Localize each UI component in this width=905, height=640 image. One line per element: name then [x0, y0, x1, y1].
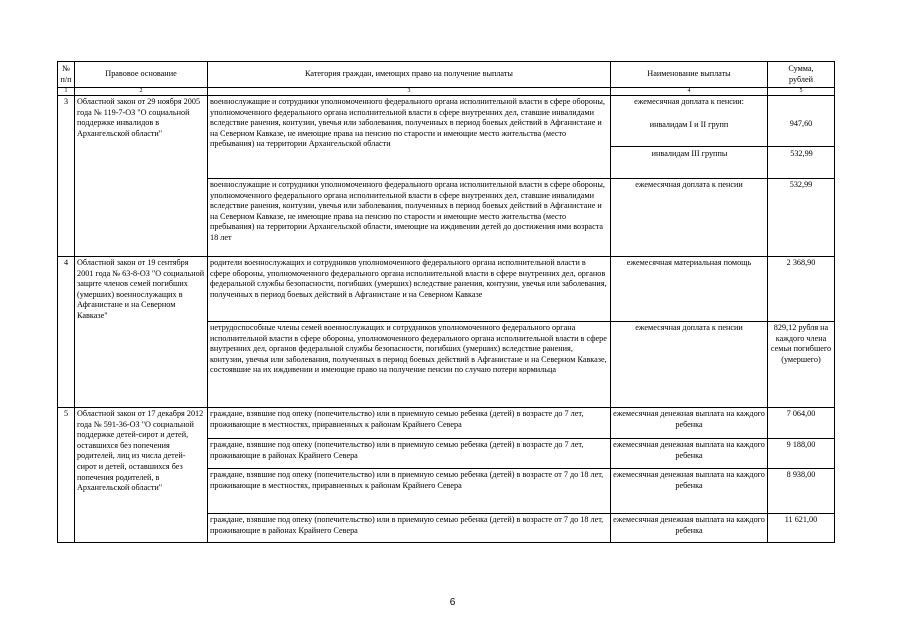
table-row — [58, 257, 835, 322]
payment-name: ежемесячная денежная выплата на каждого ребенка — [611, 469, 768, 514]
row-number: 5 — [58, 408, 75, 543]
header-category: Категория граждан, имеющих право на получение выплаты — [208, 62, 611, 88]
column-number: 3 — [208, 88, 611, 96]
column-number: 5 — [768, 88, 835, 96]
payment-name: ежемесячная денежная выплата на каждого ребенка — [611, 439, 768, 469]
header-row — [58, 62, 835, 88]
citizen-category: граждане, взявшие под опеку (попечительство) или в приемную семью ребенка (детей) в возрасте до 7 лет, проживающие в районах Крайнего Севера — [208, 439, 611, 469]
payment-name: ежемесячная материальная помощь — [611, 257, 768, 322]
payment-amount: 8 938,00 — [768, 469, 835, 514]
column-number: 1 — [58, 88, 75, 96]
header-sum: Сумма, рублей — [768, 62, 835, 88]
table-row — [58, 96, 835, 179]
citizen-category: военнослужащие и сотрудники уполномоченного федерального органа исполнительной власти в сфере обороны, уполномоченного федерального органа исполнительной власти в сфере внутренних дел, ставшие инвалидами вследствие ранения, контузии, увечья или заболевания, полученных в период боевых действий в Афганистане и на Северном Кавказе, не имеющие права на пенсию по старости и имеющие место жительства (место пребывания) на территории Архангельской области, имеющие на иждивении детей до достижения ими возраста 18 лет — [208, 179, 611, 257]
payment-name-main: ежемесячная доплата к пенсии: — [634, 97, 744, 106]
payment-subitem: инвалидам III группы — [611, 146, 768, 160]
payment-amount: 7 064,00 — [768, 408, 835, 439]
payment-amount: 829,12 рубля на каждого члена семьи погибшего (умершего) — [768, 322, 835, 408]
payment-name: ежемесячная доплата к пенсии — [611, 179, 768, 257]
payment-name: ежемесячная доплата к пенсии — [611, 322, 768, 408]
citizen-category: военнослужащие и сотрудники уполномоченного федерального органа исполнительной власти в сфере обороны, уполномоченного федерального органа исполнительной власти в сфере внутренних дел, ставшие инвалидами вследствие ранения, контузии, увечья или заболевания, полученных в период боевых действий в Афганистане и на Северном Кавказе, не имеющие права на пенсию по старости и имеющие место жительства (место пребывания) на территории Архангельской области — [208, 96, 611, 179]
header-payment: Наименование выплаты — [611, 62, 768, 88]
column-number-row — [58, 88, 835, 96]
amount-value: 532,99 — [768, 146, 835, 160]
legal-basis: Областной закон от 19 сентября 2001 года № 63-8-ОЗ "О социальной защите членов семей погибших (умерших) военнослужащих в Афганистане и на Северном Кавказе" — [75, 257, 208, 408]
payment-name — [611, 96, 768, 179]
payment-subitem: инвалидам I и II групп — [649, 119, 729, 129]
column-number: 4 — [611, 88, 768, 96]
row-number: 4 — [58, 257, 75, 408]
payment-amount: 9 188,00 — [768, 439, 835, 469]
payment-amount: 11 621,00 — [768, 514, 835, 543]
payment-amount — [768, 96, 835, 179]
legal-basis: Областной закон от 29 ноября 2005 года № 119-7-ОЗ "О социальной поддержке инвалидов в Архангельской области" — [75, 96, 208, 257]
payment-name: ежемесячная денежная выплата на каждого ребенка — [611, 408, 768, 439]
header-basis: Правовое основание — [75, 62, 208, 88]
payment-amount: 532,99 — [768, 179, 835, 257]
amount-value: 947,60 — [789, 119, 813, 128]
table-row — [58, 408, 835, 439]
row-number: 3 — [58, 96, 75, 257]
citizen-category: граждане, взявшие под опеку (попечительство) или в приемную семью ребенка (детей) в возрасте от 7 до 18 лет, проживающие в районах Крайнего Севера — [208, 514, 611, 543]
citizen-category: граждане, взявшие под опеку (попечительство) или в приемную семью ребенка (детей) в возрасте от 7 до 18 лет, проживающие в местностях, приравненных к районам Крайнего Севера — [208, 469, 611, 514]
payment-amount: 2 368,90 — [768, 257, 835, 322]
column-number: 2 — [75, 88, 208, 96]
citizen-category: граждане, взявшие под опеку (попечительство) или в приемную семью ребенка (детей) в возрасте до 7 лет, проживающие в местностях, приравненных к районам Крайнего Севера — [208, 408, 611, 439]
header-num: № п/п — [58, 62, 75, 88]
benefits-table — [57, 61, 835, 543]
citizen-category: родители военнослужащих и сотрудников уполномоченного федерального органа исполнительной власти в сфере обороны, уполномоченного федерального органа исполнительной власти в сфере внутренних дел, органов федеральной службы безопасности, погибших (умерших) вследствие ранения, контузии, увечья или заболевания, полученных в период боевых действий в Афганистане и на Северном Кавказе — [208, 257, 611, 322]
legal-basis: Областной закон от 17 декабря 2012 года № 591-36-ОЗ "О социальной поддержке детей-сирот и детей, оставшихся без попечения родителей, лиц из числа детей-сирот и детей, оставшихся без попечения родителей, в Архангельской области" — [75, 408, 208, 543]
citizen-category: нетрудоспособные члены семей военнослужащих и сотрудников уполномоченного федерального органа исполнительной власти в сфере обороны, уполномоченного федерального органа исполнительной власти в сфере внутренних дел, органов федеральной службы безопасности, погибших (умерших) вследствие ранения, контузии, увечья или заболевания, полученных в период боевых действий в Афганистане и на Северном Кавказе, состоявшие на их иждивении и имеющие право на получение пенсии по случаю потери кормильца — [208, 322, 611, 408]
payment-name: ежемесячная денежная выплата на каждого ребенка — [611, 514, 768, 543]
page-number: 6 — [449, 597, 456, 608]
